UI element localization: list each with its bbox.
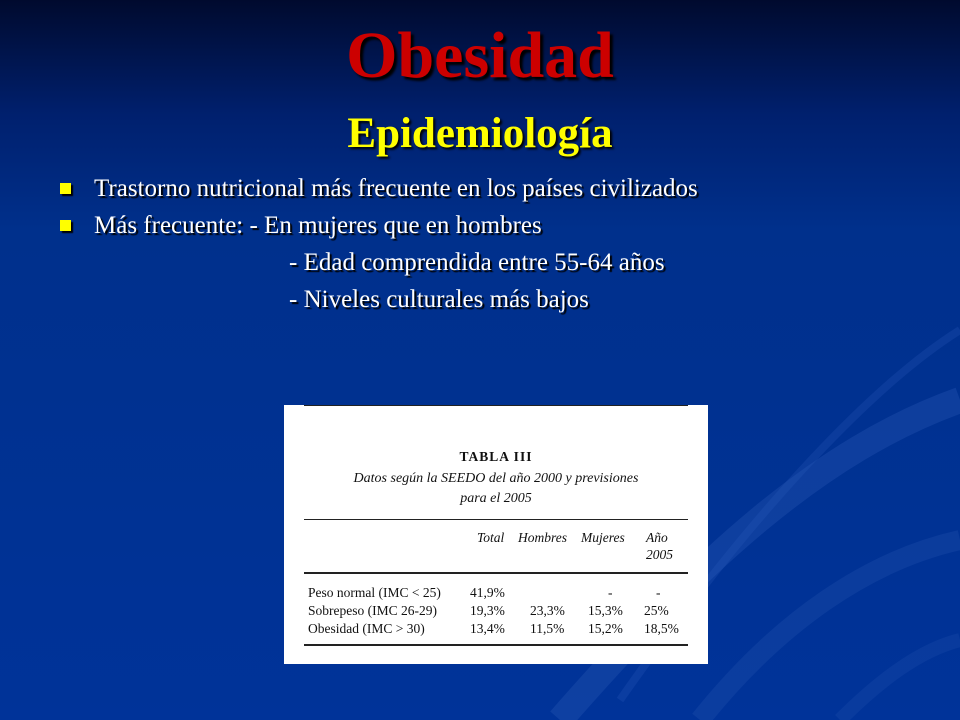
bullet-continuation: - Niveles culturales más bajos [289,286,589,313]
bullet-text: Más frecuente: - En mujeres que en hombres [94,212,542,239]
square-bullet-icon [60,183,71,194]
column-header-anio-line: 2005 [646,547,673,562]
bullet-item [60,170,698,207]
column-header-anio-line: Año [646,530,668,545]
row-label: Obesidad (IMC > 30) [308,621,425,636]
column-header-anio [646,529,673,563]
slide-subtitle: Epidemiología [347,110,613,157]
column-header-total: Total [477,530,505,545]
table-caption-line: Datos según la SEEDO del año 2000 y previsiones [353,471,639,486]
cell-total: 41,9% [470,585,505,600]
cell-total: 19,3% [470,603,505,618]
row-label: Peso normal (IMC < 25) [308,585,441,600]
column-header-mujeres: Mujeres [581,530,625,545]
row-label: Sobrepeso (IMC 26-29) [308,603,437,618]
cell-total: 13,4% [470,621,505,636]
table-bottom-rule [304,644,688,646]
cell-hombres: 23,3% [530,603,565,618]
bullet-continuation: - Edad comprendida entre 55-64 años [289,249,665,276]
table-top-rule [304,405,688,406]
cell-mujeres: - [608,585,613,600]
bullet-text: Trastorno nutricional más frecuente en los países civilizados [94,175,698,202]
table-body-rule [304,572,688,574]
column-header-hombres: Hombres [518,530,567,545]
cell-anio: 25% [644,603,669,618]
table-image [284,405,708,664]
table-title: TABLA III [459,449,533,464]
table-caption [284,469,708,509]
bullet-list [60,170,698,318]
slide-title: Obesidad [346,19,614,92]
table-header-rule [304,519,688,520]
table-caption-line: para el 2005 [460,491,532,506]
cell-anio: - [656,585,661,600]
square-bullet-icon [60,220,71,231]
bullet-item [60,207,698,244]
cell-hombres: 11,5% [530,621,565,636]
cell-mujeres: 15,2% [588,621,623,636]
cell-mujeres: 15,3% [588,603,623,618]
cell-anio: 18,5% [644,621,679,636]
